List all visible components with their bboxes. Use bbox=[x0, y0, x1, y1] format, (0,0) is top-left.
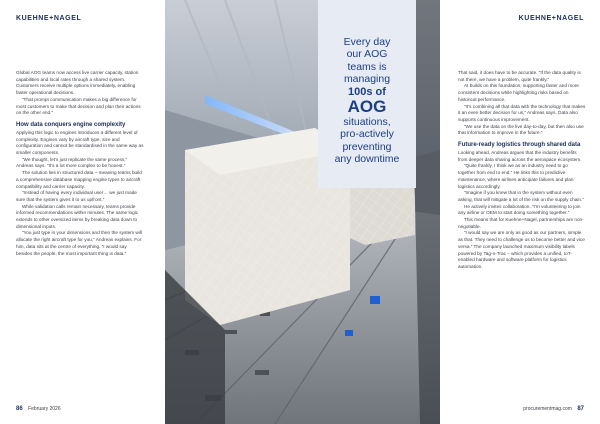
body-paragraph: “Instead of having every individual user… we just made sure that the system gives it to us upfront.” bbox=[16, 190, 137, 202]
pull-quote-line: preventing bbox=[342, 140, 392, 153]
pull-quote-emphasis: 100s of bbox=[348, 85, 386, 98]
body-paragraph: “It’s combining all that data with the technology that makes it an even better decision for us,” Andreas says. Data also supports continuous improvement. bbox=[458, 103, 586, 122]
body-paragraph: This means that for Kuehne+Nagel, partnerships are non-negotiable. bbox=[458, 217, 584, 229]
body-paragraph: “I would say we are only as good as our partners, simple as that. They need to challenge us to become better and vice versa.” The company launched maximum visibility labels powered by Tag-n-Trac – which provides a unified, IoT-enabled hardware and software platform for logistics automation. bbox=[458, 230, 585, 269]
pull-quote-line: Every day bbox=[343, 36, 391, 48]
body-paragraph: Looking ahead, Andreas argues that the industry benefits from deeper data sharing across the aerospace ecosystem. bbox=[458, 150, 582, 162]
site-url: procurementmag.com bbox=[523, 406, 572, 412]
body-paragraph: The solution lies in structured data – meaning teams build a comprehensive database mapping engine types to aircraft compatibility and carrier capacity. bbox=[16, 170, 142, 189]
folio-right bbox=[523, 406, 584, 412]
body-paragraph: “You just type in your dimensions and then the system will allocate the right aircraft type for you,” Andreas explains. For him, data sits at the centre of everything. “I would say besides the people, the most important thing is data.” bbox=[16, 230, 142, 256]
pull-quote-line: teams is bbox=[347, 60, 387, 73]
pull-quote bbox=[320, 36, 414, 166]
issue-date: February 2026 bbox=[28, 406, 61, 412]
brand-logo-left: KUEHNE+NAGEL bbox=[16, 15, 82, 22]
body-paragraph: “Imagine if you knew that in the system without even asking, that will mitigate a lot of the risk on the supply chain.” bbox=[458, 190, 584, 202]
pull-quote-aog: AOG bbox=[347, 97, 387, 117]
folio-left bbox=[16, 406, 61, 412]
pull-quote-line: pro-actively bbox=[340, 128, 394, 141]
pull-quote-line: any downtime bbox=[334, 153, 400, 166]
left-column-text bbox=[16, 70, 144, 257]
pull-quote-line: our AOG bbox=[346, 48, 388, 61]
body-paragraph: Applying this logic to engines introduces a different level of complexity. Engines vary by aircraft type, size and configuration and cannot be standardised in the same way as smaller components. bbox=[16, 129, 144, 156]
body-paragraph: “Quite frankly, I think we as an industry need to go together from end to end.” He links this to predictive maintenance, where airlines anticipate failures and plan logistics accordingly. bbox=[458, 163, 574, 189]
pull-quote-line: situations, bbox=[343, 116, 391, 129]
body-paragraph: He actively invites collaboration. “I’m volunteering to join any airline or OEM to start doing something together.” bbox=[458, 203, 581, 216]
section-heading-engine-complexity: How data conquers engine complexity bbox=[16, 121, 126, 128]
page-number-right: 87 bbox=[577, 406, 584, 412]
body-paragraph: “We thought, let’s just replicate the same process,” Andreas says. “It’s a lot more complex to be honest.” bbox=[16, 156, 128, 169]
section-heading-future-logistics: Future-ready logistics through shared data bbox=[458, 142, 581, 149]
brand-logo-right: KUEHNE+NAGEL bbox=[518, 15, 584, 22]
body-paragraph: That said, it does have to be accurate. “If the data quality is not there, we have a problem, quite frankly.” bbox=[458, 70, 581, 82]
page-number-left: 86 bbox=[16, 406, 23, 412]
body-paragraph: AI builds on this foundation, supporting faster and more consistent decisions while highlighting risks based on historical performance. bbox=[458, 83, 579, 102]
right-column-text bbox=[458, 70, 586, 271]
pull-quote-line: managing bbox=[343, 73, 391, 86]
body-paragraph: While validation calls remain necessary, teams provide informed recommendations within minutes. The same logic extends to other oversized items by breaking data down to dimensional inputs. bbox=[16, 203, 139, 229]
body-paragraph: Global AOG teams now access live carrier capacity, station capabilities and local rates through a shared system. Customers receive multiple options immediately, enabling faster operational decisions. bbox=[16, 70, 139, 96]
body-paragraph: “We use the data on the live day-to-day, but then also use that information to improve in the future.” bbox=[458, 123, 584, 136]
body-paragraph: “That prompt communication makes a big difference for most customers to make that decision and plan their actions on the other end.” bbox=[16, 96, 141, 116]
